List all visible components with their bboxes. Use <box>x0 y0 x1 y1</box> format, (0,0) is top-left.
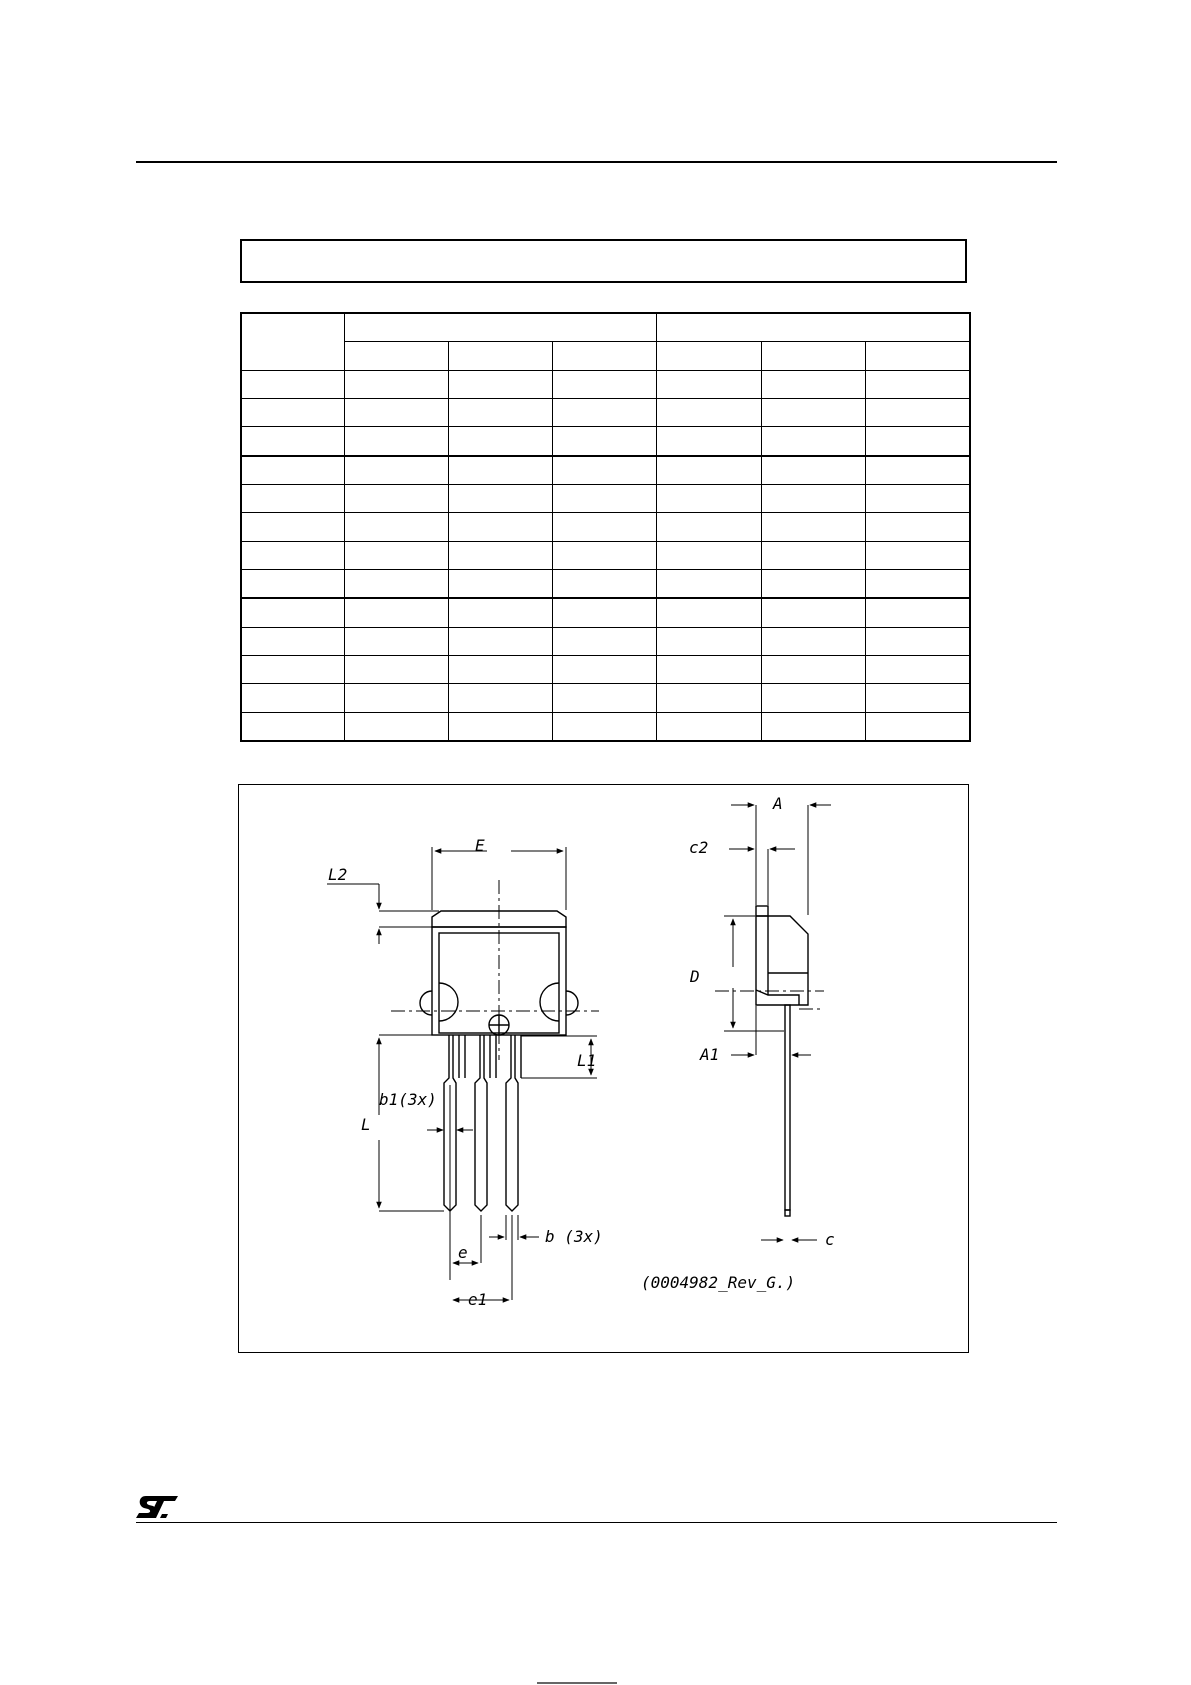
table-cell <box>241 569 344 598</box>
table-cell <box>656 456 761 485</box>
table-row <box>241 655 970 683</box>
table-cell <box>552 484 656 512</box>
dim-label-L2: L2 <box>328 865 348 884</box>
subheader-cell <box>552 342 656 370</box>
table-cell <box>344 541 448 569</box>
table-row <box>241 598 970 627</box>
table-cell <box>448 427 552 456</box>
dim-label-b: b (3x) <box>545 1227 603 1246</box>
table-cell <box>865 513 970 541</box>
st-logo <box>134 1494 180 1520</box>
table-row <box>241 569 970 598</box>
table-cell <box>761 513 865 541</box>
table-cell <box>448 370 552 398</box>
table-cell <box>865 598 970 627</box>
dim-label-A1: A1 <box>700 1045 720 1064</box>
table-cell <box>865 427 970 456</box>
table-row <box>241 541 970 569</box>
table-cell <box>448 398 552 426</box>
table-row <box>241 712 970 741</box>
table-cell <box>344 370 448 398</box>
table-cell <box>552 370 656 398</box>
table-cell <box>761 484 865 512</box>
table-cell <box>761 598 865 627</box>
dim-label-b1: b1(3x) <box>379 1090 437 1109</box>
table-cell <box>448 598 552 627</box>
dim-label-L1: L1 <box>577 1051 597 1070</box>
header-cell-group-1 <box>344 313 656 342</box>
table-cell <box>761 398 865 426</box>
table-cell <box>344 456 448 485</box>
table-cell <box>241 541 344 569</box>
table-cell <box>552 655 656 683</box>
dim-label-c: c <box>825 1230 835 1249</box>
subheader-cell <box>344 342 448 370</box>
subheader-cell <box>761 342 865 370</box>
table-cell <box>552 427 656 456</box>
table-cell <box>344 513 448 541</box>
table-cell <box>761 684 865 712</box>
table-cell <box>344 398 448 426</box>
table-cell <box>865 627 970 655</box>
table-cell <box>241 398 344 426</box>
table-cell <box>344 684 448 712</box>
table-cell <box>761 655 865 683</box>
header-cell-dim <box>241 313 344 370</box>
table-header-row <box>241 313 970 342</box>
dim-label-L: L <box>361 1115 371 1134</box>
package-drawing-svg <box>239 785 970 1354</box>
table-cell <box>241 627 344 655</box>
table-cell <box>656 627 761 655</box>
table-cell <box>761 569 865 598</box>
table-cell <box>241 427 344 456</box>
dim-label-D: D <box>690 967 700 986</box>
drawing-reference: (0004982_Rev_G.) <box>641 1273 796 1292</box>
table-cell <box>552 541 656 569</box>
subheader-cell <box>656 342 761 370</box>
table-cell <box>552 456 656 485</box>
front-view-leads <box>444 1035 521 1211</box>
table-cell <box>761 712 865 741</box>
table-cell <box>241 684 344 712</box>
table-cell <box>656 513 761 541</box>
table-cell <box>865 655 970 683</box>
table-cell <box>241 598 344 627</box>
table-cell <box>448 712 552 741</box>
side-view-package <box>756 906 808 1216</box>
subheader-cell <box>448 342 552 370</box>
table-cell <box>656 655 761 683</box>
table-row <box>241 398 970 426</box>
table-cell <box>344 655 448 683</box>
table-cell <box>448 513 552 541</box>
table-row <box>241 513 970 541</box>
table-cell <box>656 712 761 741</box>
table-cell <box>552 684 656 712</box>
table-cell <box>344 569 448 598</box>
table-cell <box>344 598 448 627</box>
table-row <box>241 627 970 655</box>
table-cell <box>865 484 970 512</box>
table-cell <box>344 427 448 456</box>
subheader-cell <box>865 342 970 370</box>
table-cell <box>448 684 552 712</box>
table-cell <box>448 456 552 485</box>
dim-label-e: e <box>458 1243 468 1262</box>
table-cell <box>865 569 970 598</box>
table-cell <box>656 541 761 569</box>
package-drawing <box>238 784 969 1353</box>
table-cell <box>241 712 344 741</box>
table-cell <box>656 598 761 627</box>
dimensions-table <box>240 312 971 742</box>
dim-label-E: E <box>475 836 485 855</box>
table-row <box>241 427 970 456</box>
table-cell <box>656 484 761 512</box>
table-cell <box>241 456 344 485</box>
dim-label-A: A <box>773 794 783 813</box>
table-cell <box>761 541 865 569</box>
page-edge-mark <box>537 1682 617 1684</box>
table-cell <box>448 569 552 598</box>
table-cell <box>865 541 970 569</box>
table-cell <box>344 627 448 655</box>
table-row <box>241 484 970 512</box>
table-row <box>241 456 970 485</box>
table-cell <box>761 456 865 485</box>
dim-label-c2: c2 <box>689 838 709 857</box>
table-cell <box>241 370 344 398</box>
table-cell <box>552 598 656 627</box>
table-cell <box>552 398 656 426</box>
table-cell <box>241 513 344 541</box>
table-cell <box>865 712 970 741</box>
table-cell <box>448 541 552 569</box>
table-row <box>241 370 970 398</box>
table-subheader-row <box>241 342 970 370</box>
table-cell <box>865 370 970 398</box>
header-cell-group-2 <box>656 313 970 342</box>
table-cell <box>761 627 865 655</box>
table-cell <box>344 712 448 741</box>
table-cell <box>448 627 552 655</box>
table-cell <box>656 684 761 712</box>
table-cell <box>865 456 970 485</box>
table-cell <box>448 484 552 512</box>
table-title-box <box>240 239 967 283</box>
header-rule <box>136 161 1057 163</box>
table-cell <box>552 569 656 598</box>
table-cell <box>656 427 761 456</box>
table-cell <box>241 484 344 512</box>
table-cell <box>552 712 656 741</box>
table-cell <box>552 627 656 655</box>
table-cell <box>761 370 865 398</box>
table-cell <box>656 569 761 598</box>
table-cell <box>865 684 970 712</box>
dim-label-e1: e1 <box>468 1290 488 1309</box>
table-row <box>241 684 970 712</box>
table-cell <box>656 398 761 426</box>
table-cell <box>448 655 552 683</box>
table-cell <box>552 513 656 541</box>
table-cell <box>241 655 344 683</box>
table-cell <box>865 398 970 426</box>
table-cell <box>761 427 865 456</box>
table-cell <box>344 484 448 512</box>
footer-rule <box>136 1522 1057 1523</box>
table-cell <box>656 370 761 398</box>
side-view-dimensions <box>724 805 831 1240</box>
